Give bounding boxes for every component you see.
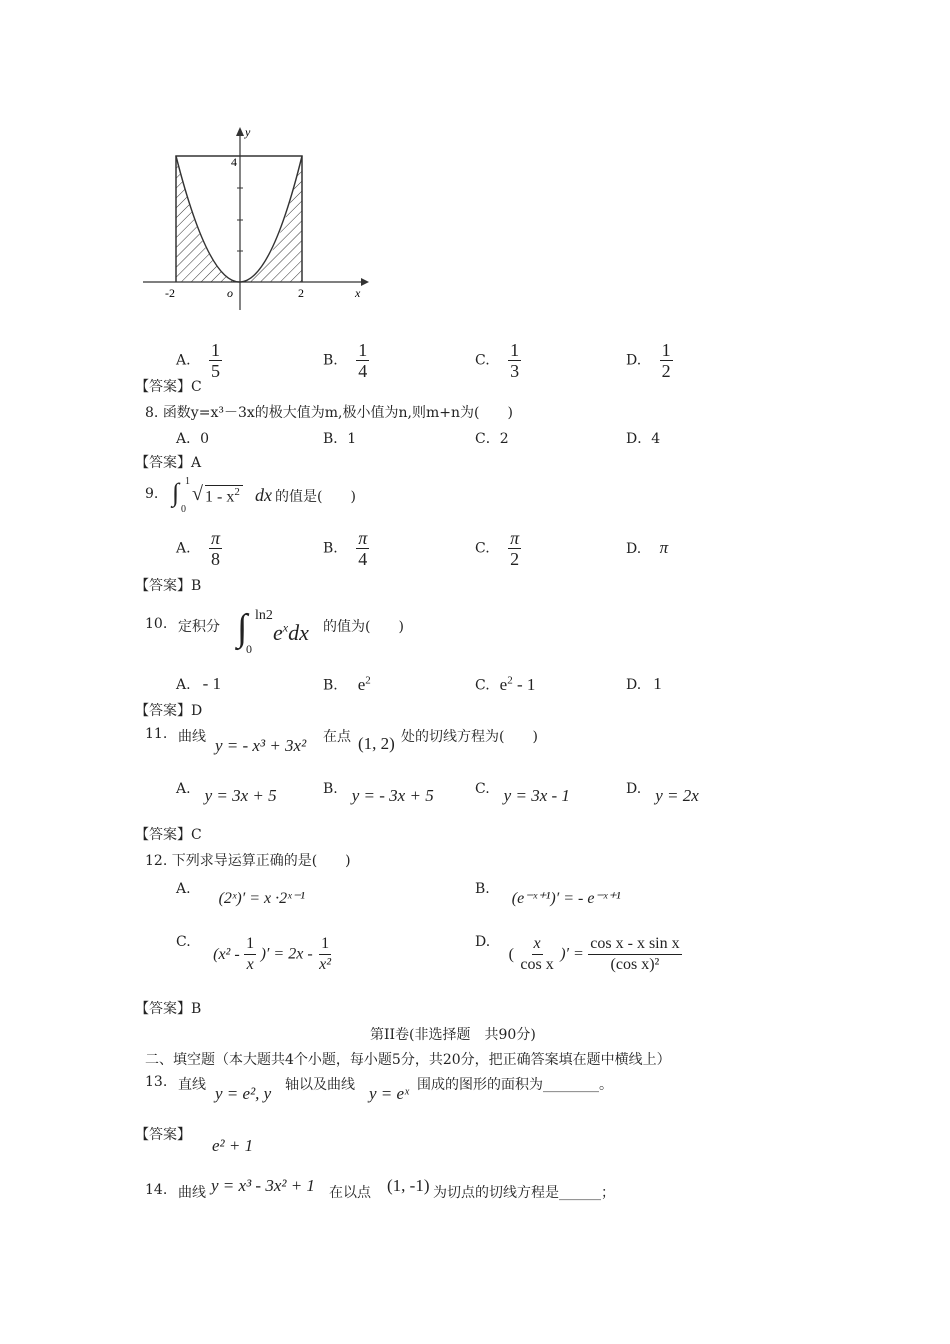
q12-answer: 【答案】B (135, 1001, 202, 1017)
top-tick-label: 4 (231, 155, 237, 169)
q13-answer: e² + 1 (212, 1136, 254, 1155)
q12-option-b: B.(e⁻ˣ⁺¹)′ = - e⁻ˣ⁺¹ (475, 881, 621, 907)
pos-tick-label: 2 (298, 286, 304, 300)
q10-question: 10. 定积分 ∫ ln2 0 $e^xdx$ 的值为( ) (145, 607, 404, 656)
q13-answer-label: 【答案】 (135, 1127, 191, 1143)
q10-option-d: D. 1 (626, 674, 662, 693)
q14-question: 14. 曲线 y = x³ - 3x² + 1 在以点 (1, -1) 为切点的切线方程是______； (145, 1176, 615, 1201)
q7-answer: 【答案】C (135, 379, 202, 395)
parabola-figure (135, 120, 375, 320)
q13-question: 13. 直线 y = e², y 轴以及曲线 y = eˣ 围成的图形的面积为________。 (145, 1074, 613, 1103)
q10-option-c: C. $e^2 - 1$ (475, 674, 536, 694)
q12-option-a: A.(2ˣ)′ = x ·2ˣ⁻¹ (176, 881, 305, 907)
q7-option-a: A. $\frac{1}{5}$ (176, 340, 221, 381)
section-heading: 二、填空题（本大题共4个小题，每小题5分，共20分，把正确答案填在题中横线上） (145, 1052, 671, 1068)
q8-option-d: D．4 (626, 431, 661, 447)
q7-option-c: C. $\frac{1}{3}$ (475, 340, 520, 381)
q9-option-b: B. $\frac{\pi}{4}$ (323, 528, 368, 569)
y-axis-label: y (245, 125, 251, 139)
q9-option-a: A. $\frac{\pi}{8}$ (176, 528, 221, 569)
x-axis-arrow (361, 278, 369, 286)
q12-question: 12. 下列求导运算正确的是( ) (145, 853, 351, 869)
q12-option-c: C. (x² - $\frac{1}{x}$ )′ = 2x - $\frac{1}{\text{x²}}$ (176, 934, 332, 973)
q7-option-b: B. $\frac{1}{4}$ (323, 340, 368, 381)
q7-option-d: D. $\frac{1}{2}$ (626, 340, 671, 381)
q10-answer: 【答案】D (135, 703, 203, 719)
q8-answer: 【答案】A (135, 455, 202, 471)
q9-option-d: D. π (626, 538, 669, 557)
q10-option-b: B. $e^2$ (323, 674, 371, 694)
q8-option-a: A．0 (176, 431, 210, 447)
shaded-region-right (240, 156, 302, 282)
q10-option-a: A. - 1 (176, 674, 221, 693)
q11-option-b: B. y = - 3x + 5 (323, 781, 434, 805)
q11-option-c: C. y = 3x - 1 (475, 781, 570, 805)
origin-label: o (227, 286, 233, 300)
shaded-region-left (176, 156, 240, 282)
q9-answer: 【答案】B (135, 578, 202, 594)
section-title: 第II卷(非选择题 共90分) (370, 1027, 536, 1043)
q8-option-b: B．1 (323, 431, 357, 447)
q8-question: 8. 函数y=x³－3x的极大值为m,极小值为n,则m+n为( ) (145, 405, 513, 421)
y-axis-arrow (236, 127, 244, 136)
neg-tick-label: -2 (165, 286, 175, 300)
q11-answer: 【答案】C (135, 827, 202, 843)
x-axis-label: x (355, 286, 361, 300)
q11-option-a: A. y = 3x + 5 (176, 781, 277, 805)
q11-question: 11. 曲线 y = - x³ + 3x² 在点 (1, 2) 处的切线方程为( ) (145, 726, 538, 755)
q12-option-d: D. ( $\frac{x}{\text{cos x}}$ )′ = $\frac{\text{cos x - x sin x}}{\text{(cos x)²}}$ (475, 934, 680, 973)
q11-option-d: D. y = 2x (626, 781, 699, 805)
q9-option-c: C. $\frac{\pi}{2}$ (475, 528, 520, 569)
q8-option-c: C．2 (475, 431, 509, 447)
